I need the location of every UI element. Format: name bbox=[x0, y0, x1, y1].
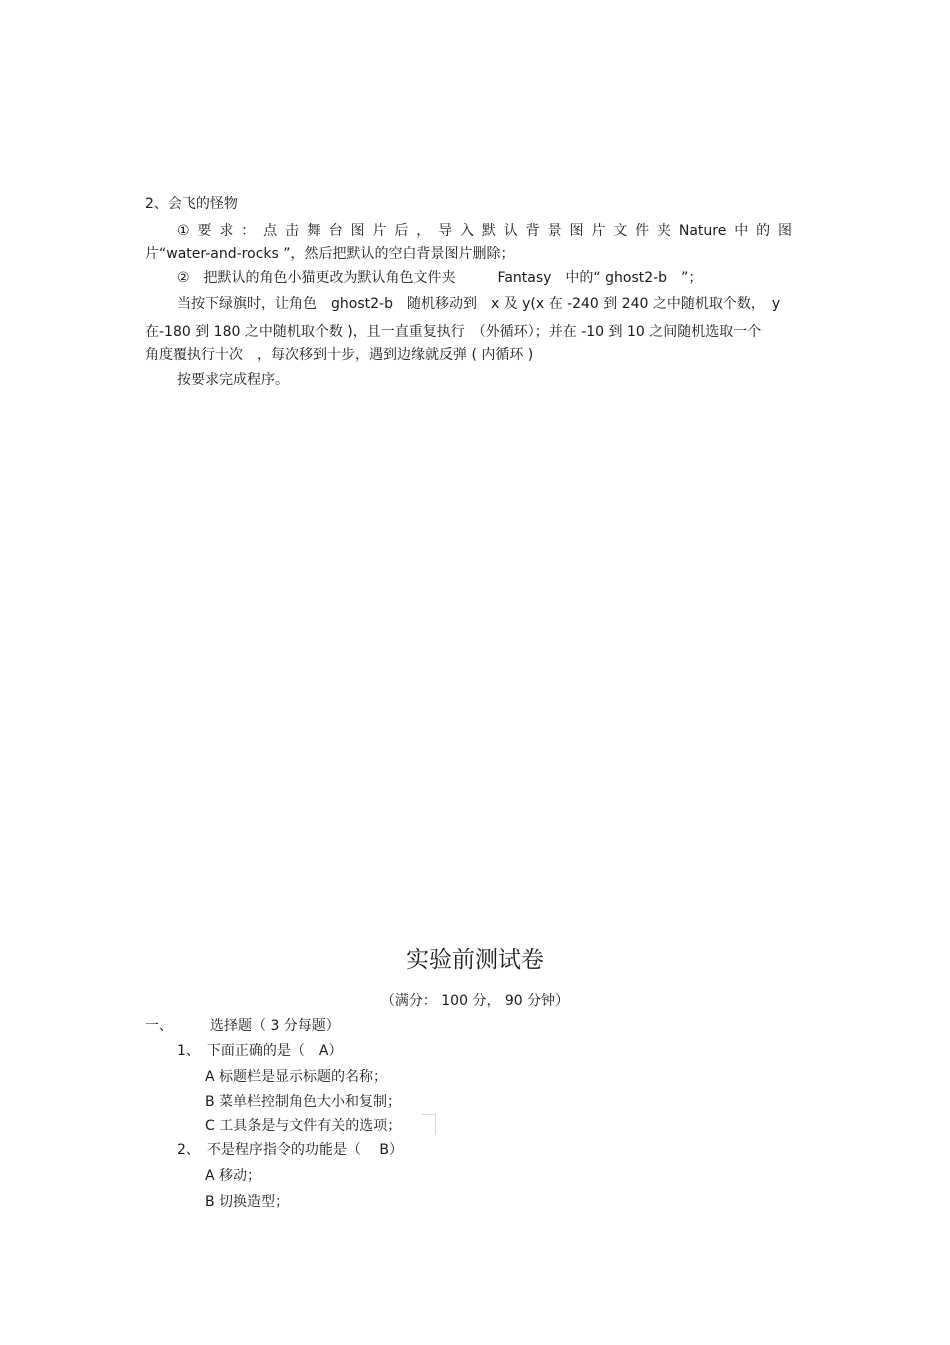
question-1-option-a: A 标题栏是显示标题的名称； bbox=[205, 1069, 388, 1085]
requirement-1-line-b: 片“water-and-rocks ”，然后把默认的空白背景图片删除； bbox=[145, 246, 515, 262]
exam-title: 实验前测试卷 bbox=[406, 947, 544, 973]
requirement-1-line-a: ①要求：点击舞台图片后，导入默认背景图片文件夹Nature中的图 bbox=[177, 223, 792, 239]
question-1-option-c: C 工具条是与文件有关的选项； bbox=[205, 1118, 402, 1134]
requirement-3-line-c: 角度覆执行十次 ，每次移到十步，遇到边缘就反弹 ( 内循环 ) bbox=[145, 347, 534, 363]
part1-number: 一、 bbox=[145, 1018, 173, 1034]
question-2-option-a: A 移动； bbox=[205, 1168, 262, 1184]
requirement-2: ② 把默认的角色小猫更改为默认角色文件夹 Fantasy 中的“ ghost2-b ”； bbox=[177, 270, 703, 286]
requirement-4: 按要求完成程序。 bbox=[177, 372, 289, 388]
section2-heading: 2、会飞的怪物 bbox=[145, 196, 238, 212]
question-1-stem: 1、 下面正确的是（ A） bbox=[177, 1043, 343, 1059]
requirement-3-line-a: 当按下绿旗时，让角色 ghost2-b 随机移动到 x 及 y(x 在 -240 到 240 之中随机取个数， y bbox=[177, 296, 781, 312]
question-2-stem: 2、 不是程序指令的功能是（ B） bbox=[177, 1142, 403, 1158]
question-1-option-b: B 菜单栏控制角色大小和复制； bbox=[205, 1094, 402, 1110]
requirement-3-line-b: 在-180 到 180 之中随机取个数 )，且一直重复执行 （外循环）；并在 -10 到 10 之间随机选取一个 bbox=[145, 324, 762, 340]
part1-label: 选择题（ 3 分每题） bbox=[210, 1018, 340, 1034]
corner-mark bbox=[422, 1114, 436, 1135]
exam-subtitle: （满分： 100 分， 90 分钟） bbox=[380, 993, 570, 1009]
question-2-option-b: B 切换造型； bbox=[205, 1194, 290, 1210]
